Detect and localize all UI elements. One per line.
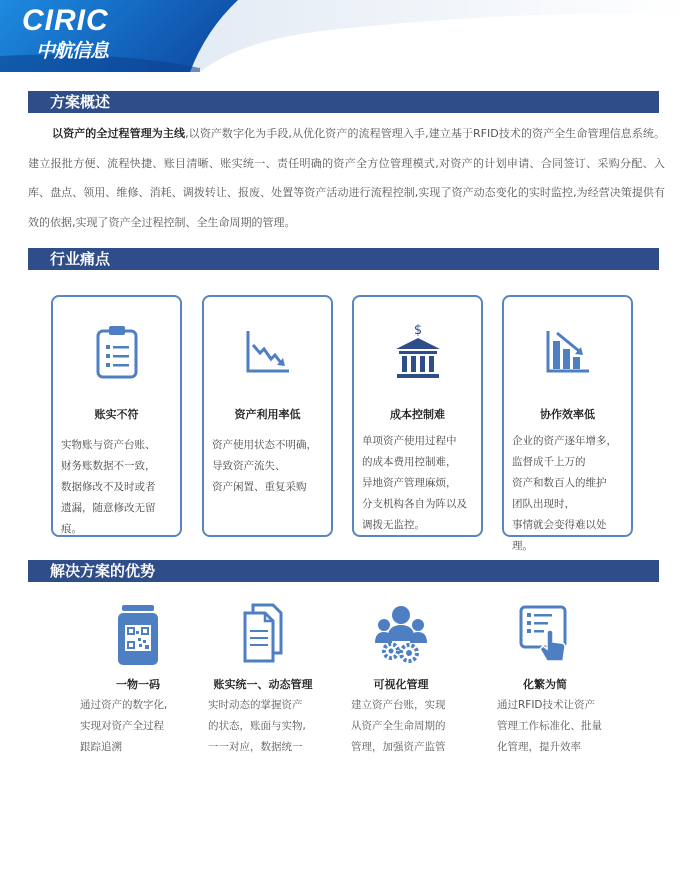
advantages-section-title: 解决方案的优势: [50, 562, 156, 580]
pain-card-line: 调拨无监控。: [362, 519, 425, 531]
logo-text-cn: 中航信息: [36, 40, 109, 62]
overview-paragraph: [28, 119, 665, 237]
pain-card-title: 账实不符: [94, 408, 139, 421]
declining-chart-icon: [204, 323, 331, 379]
pain-card-description: [61, 435, 174, 540]
qr-code-icon: [73, 603, 203, 665]
advantage-description: [208, 695, 338, 758]
pain-card-line: 导致资产流失、: [212, 460, 286, 472]
advantage-title: 化繁为简: [523, 678, 567, 691]
pain-points-section-title: 行业痛点: [50, 250, 111, 268]
pain-card-line: 分支机构各自为阵以及: [362, 498, 467, 510]
advantage-line: 跟踪追溯: [80, 741, 122, 753]
pain-card-line: 资产使用状态不明确，: [212, 439, 317, 451]
advantage-line: 实现对资产全过程: [80, 720, 164, 732]
advantage-line: 建立资产台账，实现: [351, 699, 446, 711]
advantage-line: 通过资产的数字化,: [80, 699, 168, 711]
advantage-description: [497, 695, 627, 758]
pain-card-description: [212, 435, 325, 498]
pain-card-title: 资产利用率低: [234, 408, 301, 421]
pain-card-3: [352, 295, 483, 537]
pain-card-2: [202, 295, 333, 537]
pain-card-line: 财务账数据不一致，: [61, 460, 156, 472]
overview-lead: 以资产的全过程管理为主线: [52, 127, 186, 140]
advantage-line: 实时动态的掌握资产: [208, 699, 303, 711]
pain-card-line: 遗漏，随意修改无留痕。: [61, 502, 156, 535]
bar-chart-down-icon: [504, 323, 631, 379]
pain-card-line: 资产和数百人的维护: [512, 477, 607, 489]
pain-card-4: [502, 295, 633, 552]
pain-card-line: 团队出现时，: [512, 498, 575, 510]
pain-card-1: [51, 295, 182, 537]
advantage-description: [80, 695, 210, 758]
team-gears-icon: [336, 603, 466, 665]
pain-card-line: 资产闲置、重复采购: [212, 481, 307, 493]
advantages-section-bar: [28, 560, 659, 582]
advantage-title: 可视化管理: [373, 678, 429, 691]
pain-card-line: 单项资产使用过程中: [362, 435, 457, 447]
advantage-description: [351, 695, 481, 758]
pain-card-title: 成本控制难: [390, 408, 445, 421]
svg-text:$: $: [413, 323, 422, 338]
advantage-line: 通过RFID技术让资产: [497, 699, 596, 711]
advantage-line: 化管理，提升效率: [497, 741, 581, 753]
overview-body: ,以资产数字化为手段,从优化资产的流程管理入手,建立基于RFID技术的资产全生命管理信息系统。建立报批方便、流程快捷、账目清晰、账实统一、责任明确的资产全方位管理模式,对资产的计划申请、合同签订、采购分配、入库、盘点、领用、维修、消耗、调拨转让、报废、处置等资产活动进行流程控制,实现了资产动态变化的实时监控,为经营决策提供有效的依据,实现了资产全过程控制、全生命周期的管理。: [28, 127, 666, 229]
advantage-line: 一一对应，数据统一: [208, 741, 303, 753]
pain-card-description: [512, 431, 625, 557]
pain-card-title: 协作效率低: [540, 408, 595, 421]
advantage-title: 账实统一、动态管理: [213, 678, 313, 691]
pain-card-line: 事情就会变得难以处理。: [512, 519, 607, 552]
bank-icon: [354, 323, 481, 379]
overview-section-bar: [28, 91, 659, 113]
advantage-line: 从资产全生命周期的: [351, 720, 446, 732]
pain-card-line: 的成本费用控制难，: [362, 456, 457, 468]
touch-screen-icon: [480, 603, 610, 665]
documents-icon: [198, 603, 328, 665]
pain-card-description: [362, 431, 475, 536]
clipboard-icon: [53, 323, 180, 379]
pain-card-line: 异地资产管理麻烦，: [362, 477, 457, 489]
pain-card-line: 数据修改不及时或者: [61, 481, 156, 493]
advantage-line: 的状态，账面与实物,: [208, 720, 306, 732]
pain-card-line: 实物账与资产台账、: [61, 439, 156, 451]
pain-points-section-bar: [28, 248, 659, 270]
logo-text-en: CIRIC: [22, 4, 109, 37]
pain-card-line: 监督成千上万的: [512, 456, 586, 468]
advantage-line: 管理工作标准化、批量: [497, 720, 602, 732]
advantage-line: 管理，加强资产监管: [351, 741, 446, 753]
overview-section-title: 方案概述: [50, 93, 111, 111]
pain-card-line: 企业的资产逐年增多，: [512, 435, 617, 447]
header-banner: [0, 0, 689, 72]
advantage-title: 一物一码: [116, 678, 160, 691]
